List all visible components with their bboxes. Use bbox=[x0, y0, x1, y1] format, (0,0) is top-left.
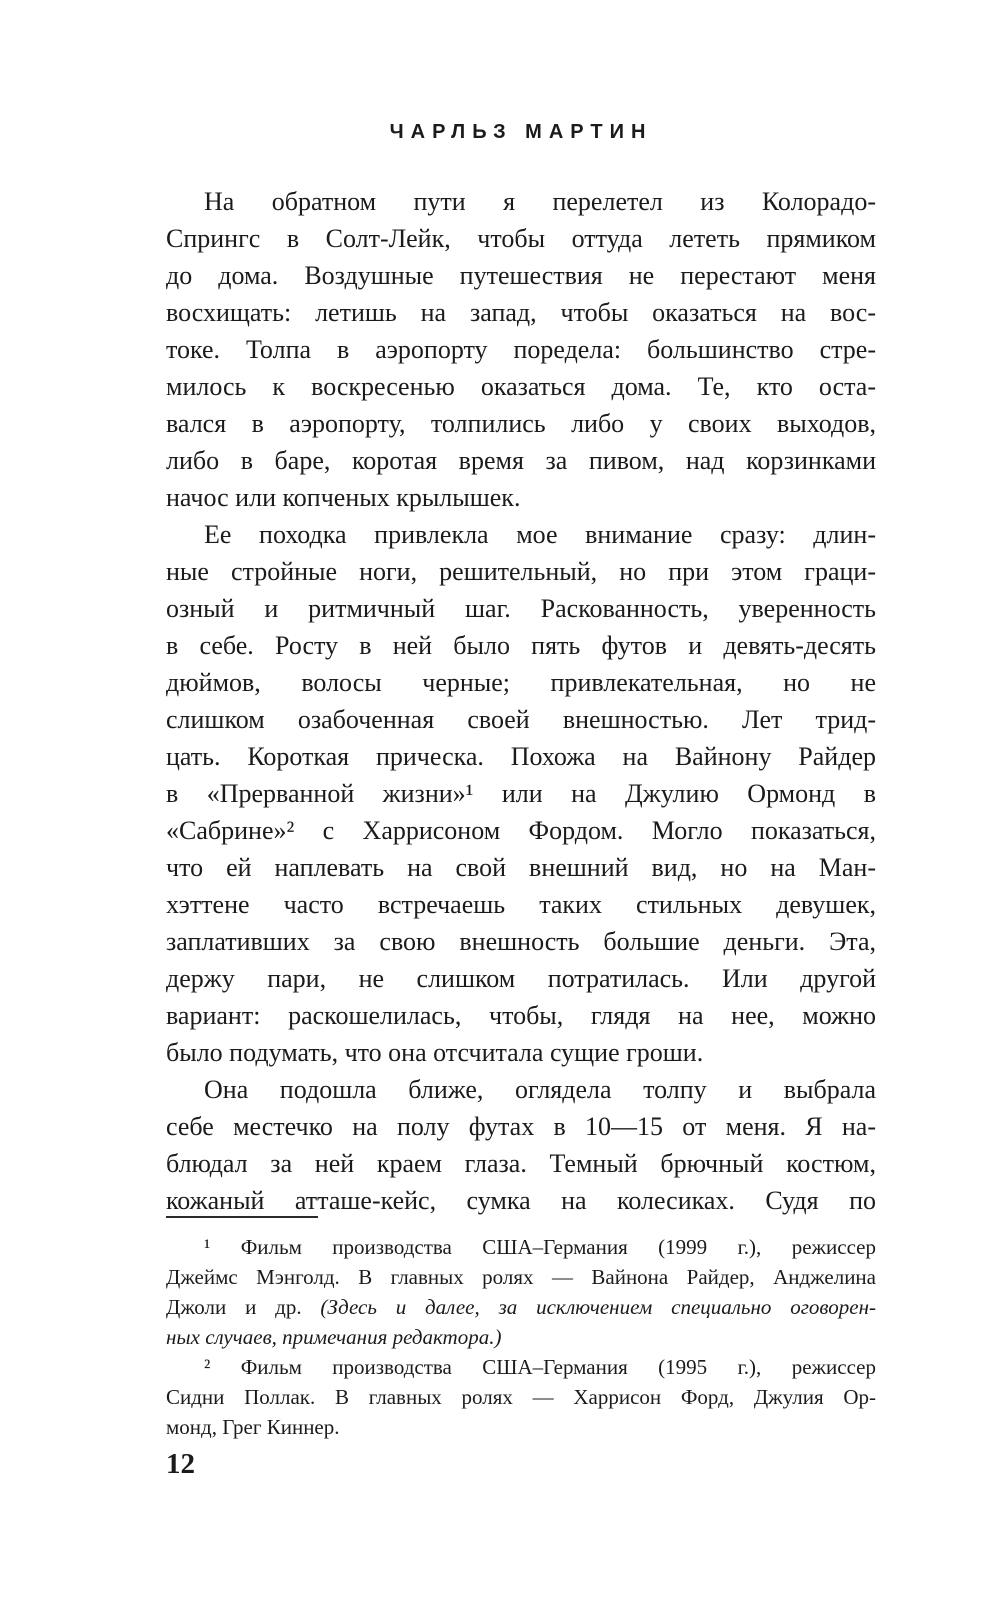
footnote-line bbox=[166, 1382, 876, 1412]
footnote-line bbox=[166, 1352, 876, 1382]
text-segment: Джоли и др. bbox=[166, 1295, 321, 1319]
text-segment: восхищать: летишь на запад, чтобы оказаться на вос- bbox=[166, 298, 876, 327]
paragraph bbox=[166, 516, 876, 1071]
text-segment: «Сабрине»² с Харрисоном Фордом. Могло показаться, bbox=[166, 816, 876, 845]
footnote-line bbox=[166, 1232, 876, 1262]
running-header: ЧАРЛЬЗ МАРТИН bbox=[389, 121, 653, 143]
footnote-line bbox=[166, 1292, 876, 1322]
text-segment: до дома. Воздушные путешествия не перестают меня bbox=[166, 261, 876, 290]
text-line bbox=[166, 257, 876, 294]
text-segment: было подумать, что она отсчитала сущие гроши. bbox=[166, 1038, 704, 1067]
text-line bbox=[166, 812, 876, 849]
text-segment: что ей наплевать на свой внешний вид, но на Ман- bbox=[166, 853, 876, 882]
text-segment: цать. Короткая прическа. Похожа на Вайнону Райдер bbox=[166, 742, 876, 771]
italic-text-segment: ных случаев, примечания редактора.) bbox=[166, 1325, 502, 1349]
text-segment: в себе. Росту в ней было пять футов и девять-десять bbox=[166, 631, 876, 660]
text-segment: Сидни Поллак. В главных ролях — Харрисон Форд, Джулия Ор- bbox=[166, 1385, 876, 1409]
text-line bbox=[166, 1034, 876, 1071]
text-segment: озный и ритмичный шаг. Раскованность, уверенность bbox=[166, 594, 876, 623]
text-segment: Спрингс в Солт-Лейк, чтобы оттуда лететь прямиком bbox=[166, 224, 876, 253]
text-segment: На обратном пути я перелетел из Колорадо- bbox=[204, 187, 876, 216]
text-line bbox=[166, 331, 876, 368]
text-line bbox=[166, 479, 876, 516]
text-line bbox=[166, 405, 876, 442]
text-line bbox=[166, 553, 876, 590]
text-segment: Она подошла ближе, оглядела толпу и выбрала bbox=[204, 1075, 876, 1104]
footnotes bbox=[166, 1232, 876, 1442]
footnote-line bbox=[166, 1322, 876, 1352]
text-segment: ¹ Фильм производства США–Германия (1999 г.), режиссер bbox=[204, 1235, 876, 1259]
text-line bbox=[166, 516, 876, 553]
paragraph bbox=[166, 183, 876, 516]
text-line bbox=[166, 701, 876, 738]
text-segment: дюймов, волосы черные; привлекательная, но не bbox=[166, 668, 876, 697]
text-segment: Джеймс Мэнголд. В главных ролях — Вайнона Райдер, Анджелина bbox=[166, 1265, 876, 1289]
text-segment: Ее походка привлекла мое внимание сразу: длин- bbox=[204, 520, 876, 549]
text-line bbox=[166, 886, 876, 923]
text-line bbox=[166, 775, 876, 812]
text-line bbox=[166, 738, 876, 775]
text-segment: начос или копченых крылышек. bbox=[166, 483, 521, 512]
italic-text-segment: (Здесь и далее, за исключением специально оговорен- bbox=[320, 1295, 876, 1319]
text-segment: монд, Грег Киннер. bbox=[166, 1415, 340, 1439]
footnote-item bbox=[166, 1352, 876, 1442]
text-segment: слишком озабоченная своей внешностью. Лет трид- bbox=[166, 705, 876, 734]
footnote-line bbox=[166, 1262, 876, 1292]
text-segment: либо в баре, коротая время за пивом, над корзинками bbox=[166, 446, 876, 475]
text-segment: блюдал за ней краем глаза. Темный брючный костюм, bbox=[166, 1149, 876, 1178]
text-line bbox=[166, 1108, 876, 1145]
text-segment: милось к воскресенью оказаться дома. Те, кто оста- bbox=[166, 372, 876, 401]
text-line bbox=[166, 294, 876, 331]
paragraph bbox=[166, 1071, 876, 1219]
text-line bbox=[166, 849, 876, 886]
text-line bbox=[166, 183, 876, 220]
text-line bbox=[166, 368, 876, 405]
text-line bbox=[166, 1182, 876, 1219]
text-line bbox=[166, 590, 876, 627]
footnote-item bbox=[166, 1232, 876, 1352]
text-line bbox=[166, 442, 876, 479]
text-segment: заплативших за свою внешность большие деньги. Эта, bbox=[166, 927, 876, 956]
text-line bbox=[166, 960, 876, 997]
text-line bbox=[166, 997, 876, 1034]
footnote-line bbox=[166, 1412, 876, 1442]
text-segment: в «Прерванной жизни»¹ или на Джулию Ормонд в bbox=[166, 779, 876, 808]
text-segment: токе. Толпа в аэропорту поредела: большинство стре- bbox=[166, 335, 876, 364]
text-segment: держу пари, не слишком потратилась. Или другой bbox=[166, 964, 876, 993]
footnote-separator bbox=[166, 1216, 318, 1218]
page-number: 12 bbox=[166, 1448, 195, 1480]
text-segment: себе местечко на полу футах в 10—15 от меня. Я на- bbox=[166, 1112, 876, 1141]
text-segment: вариант: раскошелилась, чтобы, глядя на нее, можно bbox=[166, 1001, 876, 1030]
text-segment: кожаный атташе-кейс, сумка на колесиках. Судя по bbox=[166, 1186, 876, 1215]
text-segment: ные стройные ноги, решительный, но при этом граци- bbox=[166, 557, 876, 586]
text-line bbox=[166, 1145, 876, 1182]
text-line bbox=[166, 1071, 876, 1108]
text-segment: ² Фильм производства США–Германия (1995 г.), режиссер bbox=[204, 1355, 876, 1379]
text-segment: хэттене часто встречаешь таких стильных девушек, bbox=[166, 890, 876, 919]
body-text bbox=[166, 183, 876, 1219]
text-line bbox=[166, 664, 876, 701]
text-segment: вался в аэропорту, толпились либо у своих выходов, bbox=[166, 409, 876, 438]
text-line bbox=[166, 220, 876, 257]
text-line bbox=[166, 627, 876, 664]
text-line bbox=[166, 923, 876, 960]
